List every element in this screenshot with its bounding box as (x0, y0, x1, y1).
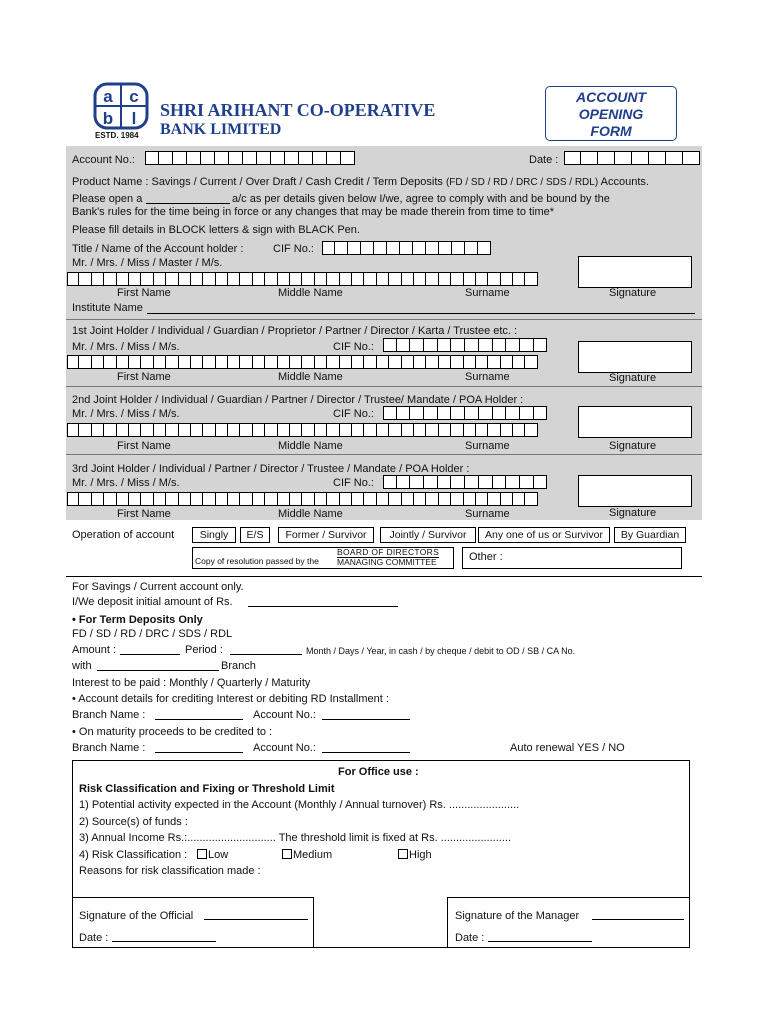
sig-manager-label: Signature of the Manager (455, 910, 580, 922)
account-type-field[interactable] (146, 203, 230, 204)
joint1-signature-box[interactable] (578, 341, 692, 373)
maturity-line: • On maturity proceeds to be credited to : (72, 726, 273, 738)
joint3-signature-box[interactable] (578, 475, 692, 507)
svg-text:c: c (129, 87, 139, 106)
resolution-box[interactable] (192, 547, 454, 569)
sig-official-label: Signature of the Official (79, 910, 194, 922)
joint3-cif-boxes[interactable] (383, 475, 547, 489)
holder-salutation: Mr. / Mrs. / Miss / Master / M/s. (72, 257, 223, 269)
risk-high-option[interactable] (398, 849, 432, 862)
interest-branch-name-label: Branch Name : (72, 709, 146, 721)
savings-line: For Savings / Current account only. (72, 581, 244, 593)
svg-text:b: b (102, 109, 114, 128)
joint1-cif-boxes[interactable] (383, 338, 547, 352)
holder-signature-box[interactable] (578, 256, 692, 288)
account-details-line: • Account details for crediting Interest or debiting RD Installment : (72, 693, 389, 705)
interest-account-no-label: Account No.: (253, 709, 316, 721)
amount-field[interactable] (120, 654, 180, 655)
joint2-cif-boxes[interactable] (383, 406, 547, 420)
risk-high-checkbox[interactable] (398, 849, 408, 859)
joint2-first-name: First Name (117, 440, 171, 452)
joint3-salutation: Mr. / Mrs. / Miss / M/s. (72, 477, 180, 489)
form-title-line1: ACCOUNT (576, 89, 646, 105)
resolution-committee[interactable]: MANAGING COMMITTEE (337, 557, 437, 567)
with-label: with (72, 660, 92, 672)
holder-signature: Signature (609, 287, 657, 299)
joint3-name-boxes[interactable] (67, 492, 538, 506)
initial-amount-field[interactable] (248, 606, 398, 607)
holder-surname: Surname (465, 287, 510, 299)
form-title-box (545, 86, 677, 141)
maturity-account-no-label: Account No.: (253, 742, 316, 754)
date-label: Date : (529, 154, 559, 166)
joint1-surname: Surname (465, 371, 510, 383)
amount-label: Amount : (72, 644, 117, 656)
operation-former-survivor[interactable]: Former / Survivor (278, 527, 374, 543)
term-deposit-heading: • For Term Deposits Only (72, 614, 203, 626)
joint3-title: 3rd Joint Holder / Individual / Partner / Director / Trustee / Mandate / POA Holder : (72, 463, 470, 475)
maturity-account-no-field[interactable] (322, 752, 410, 753)
resolution-prefix: Copy of resolution passed by the (195, 556, 319, 566)
bank-name-line1: SHRI ARIHANT CO-OPERATIVE (160, 100, 436, 120)
resolution-board[interactable]: BOARD OF DIRECTORS (337, 547, 440, 557)
interest-branch-name-field[interactable] (155, 719, 243, 720)
risk-medium-checkbox[interactable] (282, 849, 292, 859)
date-boxes[interactable] (564, 151, 700, 165)
separator (66, 319, 702, 320)
office-item1: 1) Potential activity expected in the Account (Monthly / Annual turnover) Rs. ....................... (79, 799, 520, 811)
joint3-middle-name: Middle Name (278, 508, 343, 520)
svg-text:a: a (103, 87, 113, 106)
separator (66, 386, 702, 387)
joint2-signature: Signature (609, 440, 657, 452)
holder-name-boxes[interactable] (67, 272, 538, 286)
separator (66, 454, 702, 455)
joint2-salutation: Mr. / Mrs. / Miss / M/s. (72, 408, 180, 420)
holder-cif-label: CIF No.: (273, 243, 314, 255)
joint1-signature: Signature (609, 372, 657, 384)
form-title-line2: OPENING (578, 106, 644, 122)
operation-es[interactable]: E/S (240, 527, 270, 543)
maturity-branch-name-label: Branch Name : (72, 742, 146, 754)
joint1-name-boxes[interactable] (67, 355, 538, 369)
sig-official-field[interactable] (204, 919, 308, 920)
account-no-boxes[interactable] (145, 151, 355, 165)
other-label: Other : (469, 551, 503, 563)
manager-date-field[interactable] (488, 941, 592, 942)
risk-medium-option[interactable] (282, 849, 332, 862)
risk-low-checkbox[interactable] (197, 849, 207, 859)
joint3-signature: Signature (609, 507, 657, 519)
official-date-field[interactable] (112, 941, 216, 942)
joint3-surname: Surname (465, 508, 510, 520)
operation-by-guardian[interactable]: By Guardian (614, 527, 686, 543)
term-deposit-types: FD / SD / RD / DRC / SDS / RDL (72, 628, 233, 640)
risk-low-option[interactable] (197, 849, 228, 862)
product-name-end: Accounts. (600, 176, 649, 188)
holder-middle-name: Middle Name (278, 287, 343, 299)
joint3-cif-label: CIF No.: (333, 477, 374, 489)
sig-manager-field[interactable] (592, 919, 684, 920)
product-name (72, 176, 649, 189)
bank-name-line2: BANK LIMITED (160, 121, 282, 138)
operation-jointly-survivor[interactable]: Jointly / Survivor (380, 527, 476, 543)
interest-account-no-field[interactable] (322, 719, 410, 720)
other-box[interactable] (462, 547, 682, 569)
office-item3: 3) Annual Income Rs.:............................. The threshold limit is fixed at Rs. ....................... (79, 832, 512, 844)
open-line2: Bank's rules for the time being in force or any changes that may be made therein from time to time* (72, 206, 555, 218)
initial-amount-label: I/We deposit initial amount of Rs. (72, 596, 233, 608)
risk-high-label: High (409, 849, 432, 861)
block-note: Please fill details in BLOCK letters & sign with BLACK Pen. (72, 224, 360, 236)
period-label: Period : (185, 644, 223, 656)
operation-singly[interactable]: Singly (192, 527, 236, 543)
joint1-first-name: First Name (117, 371, 171, 383)
institute-name-field[interactable] (147, 313, 695, 314)
official-date-label: Date : (79, 932, 109, 944)
product-name-main: Product Name : Savings / Current / Over Draft / Cash Credit / Term Deposits (72, 176, 443, 188)
form-title-line3: FORM (590, 123, 632, 139)
joint1-title: 1st Joint Holder / Individual / Guardian / Proprietor / Partner / Director / Karta / Trustee etc. : (72, 325, 518, 337)
interest-paid: Interest to be paid : Monthly / Quarterly / Maturity (72, 677, 311, 689)
risk-medium-label: Medium (293, 849, 333, 861)
office-heading: For Office use : (338, 766, 419, 778)
branch-label: Branch (221, 660, 256, 672)
joint1-cif-label: CIF No.: (333, 341, 374, 353)
product-name-deposits: (FD / SD / RD / DRC / SDS / RDL) (445, 177, 599, 188)
period-suffix: Month / Days / Year, in cash / by cheque / debit to OD / SB / CA No. (306, 646, 576, 656)
reasons-label: Reasons for risk classification made : (79, 865, 261, 877)
auto-renewal: Auto renewal YES / NO (510, 742, 625, 754)
svg-text:l: l (131, 109, 137, 128)
joint2-name-boxes[interactable] (67, 423, 538, 437)
joint1-salutation: Mr. / Mrs. / Miss / M/s. (72, 341, 180, 353)
joint2-title: 2nd Joint Holder / Individual / Guardian / Partner / Director / Trustee/ Mandate / POA Holder : (72, 394, 524, 406)
period-field[interactable] (230, 654, 302, 655)
joint2-middle-name: Middle Name (278, 440, 343, 452)
section-divider (66, 576, 702, 577)
office-item2: 2) Source(s) of funds : (79, 816, 188, 828)
operation-label: Operation of account (72, 529, 175, 541)
joint2-signature-box[interactable] (578, 406, 692, 438)
joint2-surname: Surname (465, 440, 510, 452)
holder-first-name: First Name (117, 287, 171, 299)
logo-estd: ESTD. 1984 (95, 131, 139, 140)
holder-title-label: Title / Name of the Account holder : (72, 243, 244, 255)
manager-date-label: Date : (455, 932, 485, 944)
joint3-first-name: First Name (117, 508, 171, 520)
risk-heading: Risk Classification and Fixing or Threshold Limit (79, 783, 335, 795)
maturity-branch-name-field[interactable] (155, 752, 243, 753)
with-field[interactable] (97, 670, 219, 671)
operation-any-one-survivor[interactable]: Any one of us or Survivor (478, 527, 610, 543)
account-no-label: Account No.: (72, 154, 135, 166)
office-item4-label: 4) Risk Classification : (79, 849, 188, 861)
institute-name-label: Institute Name (72, 302, 143, 314)
holder-cif-boxes[interactable] (322, 241, 491, 255)
open-line1-a: Please open a (72, 193, 143, 205)
risk-low-label: Low (208, 849, 229, 861)
joint1-middle-name: Middle Name (278, 371, 343, 383)
open-line1-b: a/c as per details given below I/we, agree to comply with and be bound by the (232, 193, 610, 205)
joint2-cif-label: CIF No.: (333, 408, 374, 420)
